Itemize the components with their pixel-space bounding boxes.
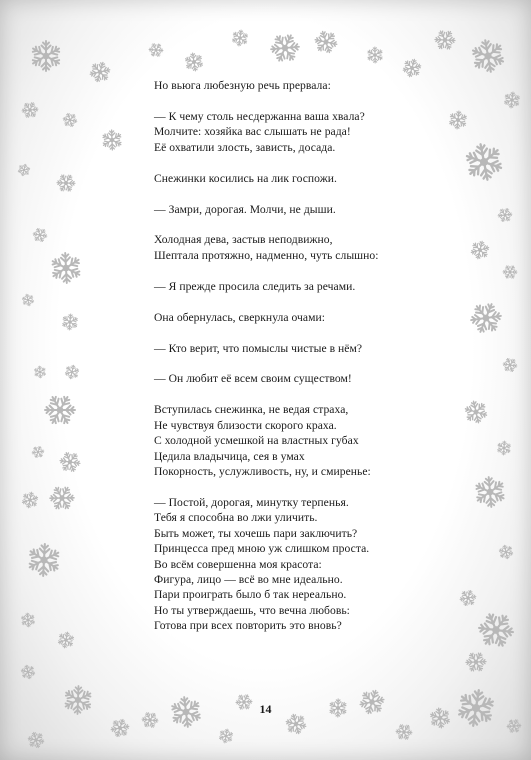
snowflake-icon [181, 49, 206, 75]
snowflake-icon [218, 728, 234, 744]
snowflake-icon [458, 136, 509, 187]
poem-line: — Он любит её всем своим существом! [154, 372, 352, 386]
snowflake-icon [27, 543, 61, 577]
snowflake-icon [266, 29, 304, 66]
stanza [154, 402, 454, 479]
snowflake-icon [472, 606, 520, 654]
stanza [154, 202, 454, 217]
stanza [154, 310, 454, 325]
snowflake-icon [53, 171, 78, 196]
snowflake-icon [108, 717, 131, 740]
snowflake-icon [56, 448, 84, 476]
snowflake-icon [462, 648, 489, 675]
snowflake-icon [39, 389, 80, 430]
stanza [154, 371, 454, 386]
snowflake-icon [61, 313, 79, 330]
snowflake-icon [364, 44, 386, 66]
page-number: 14 [259, 702, 272, 716]
snowflake-icon [500, 262, 519, 281]
snowflake-icon [19, 99, 40, 120]
poem-line: Холодная дева, застыв неподвижно, [154, 233, 333, 247]
snowflake-icon [469, 471, 511, 513]
poem-line: Молчите: хозяйка вас слышать не рада! [154, 125, 351, 139]
poem-line: Покорность, услужливость, ну, и смиренье: [154, 465, 371, 478]
poem-line: Но вьюга любезную речь прервала: [154, 79, 331, 92]
snowflake-icon [19, 291, 36, 308]
poem-line: Снежинки косились на лик госпожи. [154, 171, 337, 185]
snowflake-icon [231, 29, 249, 47]
poem-line: — Постой, дорогая, минутку терпенья. [154, 495, 349, 509]
poem-line: Её охватили злость, зависть, досада. [154, 140, 336, 154]
poem-line: — Я прежде просила следить за речами. [154, 279, 356, 293]
stanza [154, 232, 454, 263]
snowflake-icon [20, 490, 39, 509]
stanza [154, 78, 454, 93]
poem-line: Цедила владычица, сея в умах [154, 449, 305, 463]
snowflake-icon [45, 247, 87, 289]
snowflake-icon [17, 163, 32, 178]
snowflake-icon [46, 482, 79, 515]
snowflake-icon [460, 396, 491, 427]
poem-line: — Замри, дорогая. Молчи, не дыши. [154, 202, 336, 216]
snowflake-icon [25, 729, 48, 752]
poem-line: Она обернулась, сверкнула очами: [154, 310, 326, 324]
snowflake-icon [465, 33, 510, 78]
snowflake-icon [466, 298, 505, 337]
poem-line: Быть может, ты хочешь пари заключить? [154, 526, 358, 540]
poem-text [154, 78, 454, 649]
snowflake-icon [63, 364, 80, 381]
snowflake-icon [18, 662, 38, 682]
poem-line: — К чему столь несдержанна ваша хвала? [154, 109, 365, 123]
snowflake-icon [469, 239, 491, 261]
snowflake-icon [98, 126, 126, 154]
snowflake-icon [401, 57, 424, 79]
snowflake-icon [431, 26, 459, 54]
poem-line: Вступилась снежинка, не ведая страха, [154, 403, 349, 417]
snowflake-icon [32, 364, 49, 381]
poem-line: Во всём совершенна моя красота: [154, 557, 322, 571]
stanza [154, 495, 454, 634]
stanza [154, 171, 454, 186]
poem-line: Готова при всех повторить это вновь? [154, 619, 342, 633]
poem-line: Шептала протяжно, надменно, чуть слышно: [154, 248, 379, 262]
snowflake-icon [458, 588, 479, 609]
snowflake-icon [496, 542, 516, 562]
stanza [154, 109, 454, 155]
poem-line: Не чувствуя близости скорого краха. [154, 418, 337, 432]
snowflake-icon [56, 631, 75, 650]
snowflake-icon [30, 225, 50, 245]
snowflake-icon [18, 610, 38, 630]
poem-line: Принцесса пред мною уж слишком проста. [154, 542, 370, 556]
snowflake-icon [87, 59, 112, 84]
poem-line: С холодной усмешкой на властных губах [154, 434, 359, 448]
snowflake-icon [496, 441, 511, 456]
snowflake-icon [505, 717, 524, 736]
snowflake-icon [310, 26, 341, 57]
snowflake-icon [31, 41, 61, 71]
poem-line: Фигура, лицо — всё во мне идеально. [154, 572, 343, 586]
snowflake-icon [60, 110, 80, 130]
snowflake-icon [503, 91, 521, 109]
poem-line: — Кто верит, что помыслы чистые в нём? [154, 341, 363, 355]
snowflake-icon [30, 444, 46, 460]
poem-line: Тебя я способна во лжи уличить. [154, 511, 318, 525]
snowflake-icon [496, 206, 515, 224]
poem-line: Но ты утверждаешь, что вечна любовь: [154, 603, 350, 617]
snowflake-icon [500, 355, 520, 375]
poem-line: Пари проиграть было б так нереально. [154, 588, 347, 602]
snowflake-icon [146, 40, 166, 60]
stanza [154, 341, 454, 356]
snowflake-icon [393, 721, 415, 743]
stanza [154, 279, 454, 294]
